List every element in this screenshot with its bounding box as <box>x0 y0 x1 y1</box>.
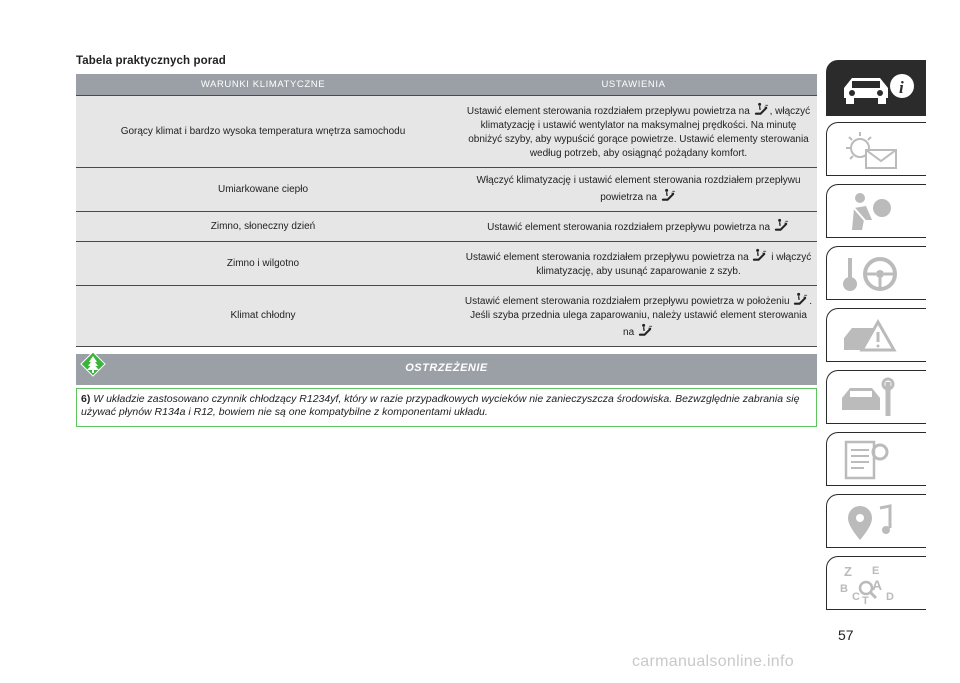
warning-title: OSTRZEŻENIE <box>405 362 488 374</box>
index-letter: B <box>840 583 848 595</box>
tab-car-info[interactable] <box>826 60 926 114</box>
airbag-seatbelt-icon <box>838 190 918 234</box>
condition-cell: Zimno, słoneczny dzień <box>76 212 450 242</box>
condition-cell: Klimat chłodny <box>76 286 450 347</box>
table-row <box>76 96 817 168</box>
emergency-icon <box>838 314 918 358</box>
fan-airflow-icon <box>752 248 767 262</box>
tab-technical-data[interactable] <box>826 432 926 486</box>
header-conditions: WARUNKI KLIMATYCZNE <box>76 74 450 96</box>
index-letter: T <box>862 595 869 606</box>
fan-airflow-icon <box>754 102 769 116</box>
warning-lights-icon <box>838 128 918 172</box>
setting-text: Ustawić element sterowania rozdziałem przepływu powietrza w położeniu <box>464 296 790 307</box>
warning-number: 6) <box>81 393 91 405</box>
tab-index[interactable] <box>826 556 926 610</box>
watermark: carmanualsonline.info <box>632 653 794 670</box>
index-icon <box>838 562 918 606</box>
key-steering-icon <box>838 252 918 296</box>
index-letter: A <box>872 577 883 593</box>
warning-box <box>76 388 817 427</box>
fan-airflow-icon <box>638 323 653 337</box>
setting-text: , włączyć klimatyzację i ustawić wentylator na maksymalnej prędkości. Na minutę obniżyć szyby, aby wypuścić gorące powietrze. Ustawić elementy sterowania według potrzeb, aby osiągnąć pożądany komfort. <box>468 106 811 159</box>
index-letter: Z <box>844 564 852 579</box>
setting-text: Włączyć klimatyzację i ustawić element sterowania rozdziałem przepływu powietrza na <box>476 175 801 203</box>
setting-cell <box>450 168 817 212</box>
warning-text <box>81 393 811 419</box>
setting-text: Ustawić element sterowania rozdziałem przepływu powietrza na <box>466 106 750 117</box>
svg-text:i: i <box>899 78 904 97</box>
table-row <box>76 212 817 242</box>
setting-text: Ustawić element sterowania rozdziałem przepływu powietrza na <box>487 222 771 233</box>
warning-header <box>76 354 817 385</box>
header-settings: USTAWIENIA <box>450 74 817 96</box>
fan-airflow-icon <box>793 292 808 306</box>
fan-airflow-icon <box>774 218 789 232</box>
index-letter: C <box>852 591 860 603</box>
multimedia-icon <box>838 500 918 544</box>
tab-emergency[interactable] <box>826 308 926 362</box>
condition-cell: Zimno i wilgotno <box>76 242 450 286</box>
setting-cell <box>450 96 817 168</box>
index-letter: D <box>886 591 894 603</box>
setting-cell <box>450 212 817 242</box>
section-title: Tabela praktycznych porad <box>76 55 226 67</box>
practical-tips-table <box>76 74 817 347</box>
index-letter: E <box>872 565 880 577</box>
condition-cell: Gorący klimat i bardzo wysoka temperatura wnętrza samochodu <box>76 96 450 168</box>
table-row <box>76 286 817 347</box>
page-number: 57 <box>838 627 854 643</box>
setting-text: Ustawić element sterowania rozdziałem przepływu powietrza na <box>465 252 749 263</box>
table-row <box>76 168 817 212</box>
tab-safety[interactable] <box>826 184 926 238</box>
fan-airflow-icon <box>661 188 676 202</box>
setting-text: . Jeśli szyba przednia ulega zaparowaniu, należy ustawić element sterowania na <box>470 296 813 338</box>
tab-multimedia[interactable] <box>826 494 926 548</box>
tab-warning-lights[interactable] <box>826 122 926 176</box>
technical-data-icon <box>838 438 918 482</box>
tab-maintenance[interactable] <box>826 370 926 424</box>
warning-body: W układzie zastosowano czynnik chłodzący R1234yf, który w razie przypadkowych wycieków nie zanieczyszcza środowiska. Bezwzględnie zabrania się używać płynów R134a i R12, bowiem nie są one kompatybilne z komponentami układu. <box>81 393 800 418</box>
setting-cell <box>450 242 817 286</box>
setting-cell <box>450 286 817 347</box>
car-info-icon <box>838 66 918 110</box>
setting-text: i włączyć klimatyzację, aby usunąć zaparowanie z szyb. <box>536 252 812 277</box>
car-maintenance-icon <box>838 376 918 420</box>
table-row <box>76 242 817 286</box>
tab-starting-driving[interactable] <box>826 246 926 300</box>
condition-cell: Umiarkowane ciepło <box>76 168 450 212</box>
